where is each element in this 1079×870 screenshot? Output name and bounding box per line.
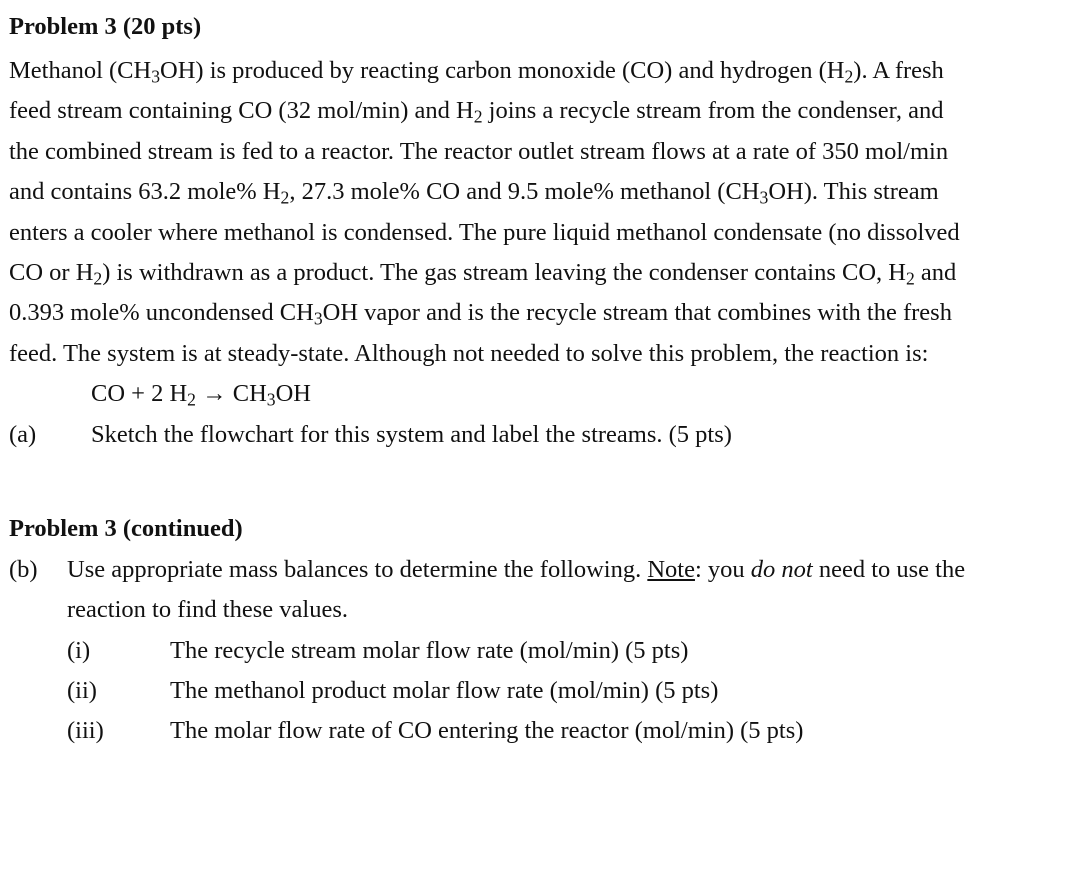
text-segment: : you: [694, 556, 751, 583]
text-segment: OH). This stream: [768, 178, 939, 205]
part-b-label: (b): [9, 556, 38, 583]
paragraph-line-4: [9, 177, 939, 207]
subscript: 2: [905, 268, 915, 289]
part-b-line-2: reaction to find these values.: [67, 596, 348, 623]
sub-item-label: (iii): [67, 717, 104, 744]
paragraph-line-3: [9, 137, 948, 167]
part-b-line-1: [67, 555, 965, 585]
part-a-text: Sketch the flowchart for this system and label the streams. (5 pts): [91, 421, 732, 448]
sub-item-text: The methanol product molar flow rate (mol/min) (5 pts): [170, 677, 719, 704]
text-segment: OH: [275, 380, 311, 407]
paragraph-line-7: [9, 298, 952, 328]
text-segment: OH) is produced by reacting carbon monoxide (CO) and hydrogen (H: [160, 57, 845, 84]
paragraph-line-5: [9, 218, 960, 248]
subscript: 2: [473, 106, 483, 127]
sub-item-text: The recycle stream molar flow rate (mol/min) (5 pts): [170, 637, 689, 664]
text-segment: enters a cooler where methanol is condensed. The pure liquid methanol condensate (no dissolved: [9, 219, 960, 246]
problem-title: Problem 3 (20 pts): [9, 13, 202, 40]
paragraph-line-1: [9, 56, 944, 86]
text-segment: the combined stream is fed to a reactor. The reactor outlet stream flows at a rate of 350 mol/min: [9, 138, 949, 165]
text-segment: ). A fresh: [853, 57, 944, 84]
text-segment: joins a recycle stream from the condenser, and: [482, 97, 944, 124]
text-segment: → CH: [195, 380, 267, 407]
part-a-label: (a): [9, 421, 37, 448]
text-segment: , 27.3 mole% CO and 9.5 mole% methanol (CH: [289, 178, 760, 205]
subscript: 3: [759, 187, 769, 208]
text-segment: Methanol (CH: [9, 57, 152, 84]
text-segment: feed. The system is at steady-state. Although not needed to solve this problem, the reaction is:: [9, 340, 929, 367]
paragraph-line-6: [9, 258, 956, 288]
text-segment: Use appropriate mass balances to determine the following.: [67, 556, 648, 583]
sub-item-text: The molar flow rate of CO entering the reactor (mol/min) (5 pts): [170, 717, 804, 744]
subscript: 2: [187, 389, 196, 410]
paragraph-line-2: [9, 96, 943, 126]
subscript: 3: [313, 308, 323, 329]
sub-item-label: (ii): [67, 677, 97, 704]
note-underlined: Note: [647, 556, 695, 583]
sub-item-label: (i): [67, 637, 91, 664]
text-segment: and contains 63.2 mole% H: [9, 178, 281, 205]
text-segment: CO + 2 H: [91, 380, 188, 407]
subscript: 2: [844, 66, 854, 87]
text-segment: CO or H: [9, 259, 94, 286]
text-segment: 0.393 mole% uncondensed CH: [9, 299, 314, 326]
text-segment: and: [914, 259, 957, 286]
subscript: 2: [93, 268, 103, 289]
continued-title: Problem 3 (continued): [9, 515, 243, 542]
text-segment: OH vapor and is the recycle stream that combines with the fresh: [322, 299, 952, 326]
text-segment: ) is withdrawn as a product. The gas stream leaving the condenser contains CO, H: [102, 259, 906, 286]
emphasis-italic: do not: [750, 556, 813, 583]
paragraph-line-8: [9, 339, 928, 369]
reaction-equation: [91, 379, 311, 409]
text-segment: feed stream containing CO (32 mol/min) and H: [9, 97, 474, 124]
subscript: 3: [151, 66, 161, 87]
subscript: 3: [266, 389, 276, 410]
subscript: 2: [280, 187, 290, 208]
text-segment: need to use the: [812, 556, 966, 583]
